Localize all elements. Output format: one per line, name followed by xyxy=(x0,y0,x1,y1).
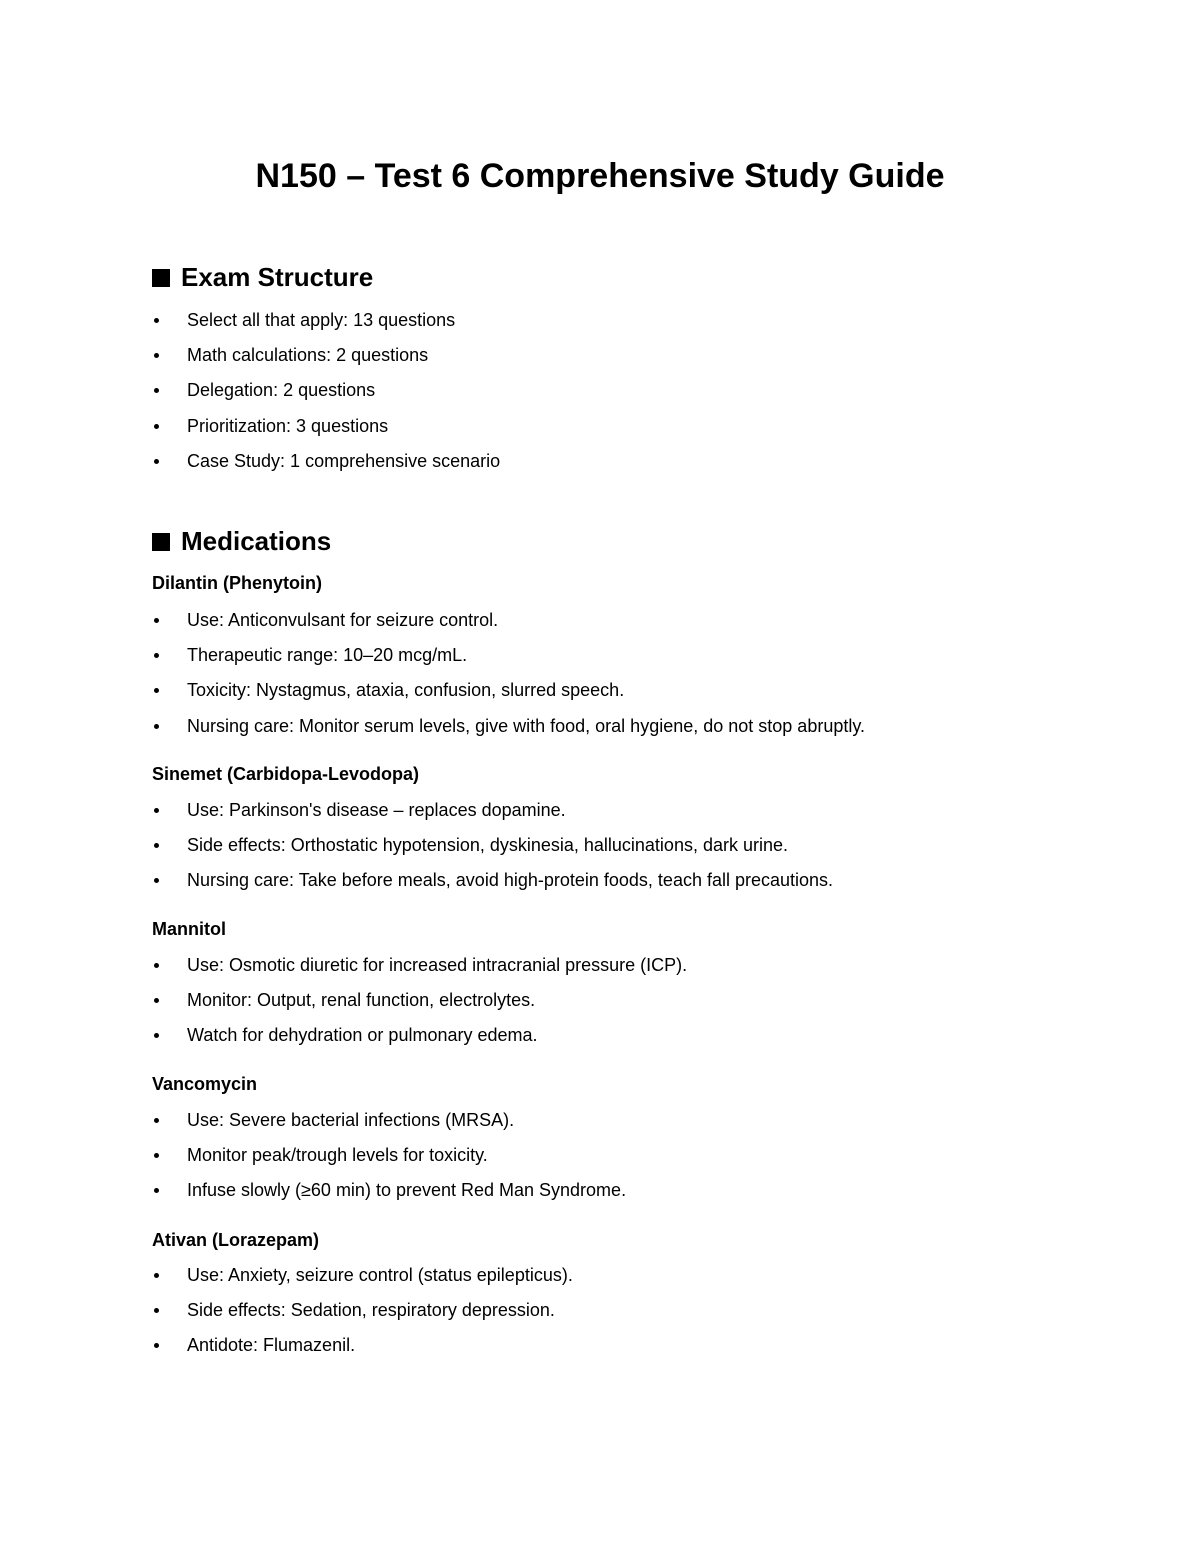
drug-list-sinemet xyxy=(152,798,833,904)
list-item-text: Toxicity: Nystagmus, ataxia, confusion, slurred speech. xyxy=(187,680,625,701)
square-bullet-icon xyxy=(152,269,170,287)
list-item-text: Select all that apply: 13 questions xyxy=(187,310,456,330)
list-item xyxy=(152,414,500,449)
list-item-text: Watch for dehydration or pulmonary edema. xyxy=(187,1025,538,1046)
list-item xyxy=(152,308,500,343)
drug-list-dilantin xyxy=(152,608,865,749)
list-item xyxy=(152,953,687,988)
drug-list-ativan xyxy=(152,1263,573,1369)
list-item-text: Use: Severe bacterial infections (MRSA). xyxy=(187,1110,515,1130)
bullet-icon xyxy=(154,808,159,813)
exam-structure-list xyxy=(152,308,500,484)
list-item-text: Therapeutic range: 10–20 mcg/mL. xyxy=(187,645,468,666)
bullet-icon xyxy=(154,424,159,429)
list-item-text: Infuse slowly (≥60 min) to prevent Red Man Syndrome. xyxy=(187,1180,627,1201)
list-item-text: Antidote: Flumazenil. xyxy=(187,1335,356,1356)
bullet-icon xyxy=(154,1273,159,1278)
list-item xyxy=(152,378,500,413)
drug-list-mannitol xyxy=(152,953,687,1059)
list-item xyxy=(152,1023,687,1058)
list-item xyxy=(152,643,865,678)
drug-name-ativan: Ativan (Lorazepam) xyxy=(152,1230,320,1250)
list-item xyxy=(152,1178,626,1213)
list-item-text: Monitor peak/trough levels for toxicity. xyxy=(187,1145,488,1166)
bullet-icon xyxy=(154,878,159,883)
bullet-icon xyxy=(154,1188,159,1193)
list-item-text: Prioritization: 3 questions xyxy=(187,415,389,436)
bullet-icon xyxy=(154,388,159,393)
list-item-text: Case Study: 1 comprehensive scenario xyxy=(187,450,501,471)
list-item xyxy=(152,1143,626,1178)
bullet-icon xyxy=(154,1033,159,1038)
bullet-icon xyxy=(154,459,159,464)
drug-name-dilantin: Dilantin (Phenytoin) xyxy=(152,573,322,593)
section-heading-exam-structure xyxy=(152,260,373,294)
list-item-text: Use: Osmotic diuretic for increased intracranial pressure (ICP). xyxy=(187,955,688,975)
list-item-text: Side effects: Sedation, respiratory depression. xyxy=(187,1300,555,1321)
drug-name-sinemet: Sinemet (Carbidopa-Levodopa) xyxy=(152,764,420,784)
list-item xyxy=(152,608,865,643)
document-title: N150 – Test 6 Comprehensive Study Guide xyxy=(255,157,945,195)
section-heading-medications xyxy=(152,524,331,558)
bullet-icon xyxy=(154,998,159,1003)
list-item xyxy=(152,343,500,378)
bullet-icon xyxy=(154,1118,159,1123)
list-item-text: Use: Parkinson's disease – replaces dopamine. xyxy=(187,800,566,820)
list-item xyxy=(152,1298,573,1333)
bullet-icon xyxy=(154,1308,159,1313)
list-item xyxy=(152,798,833,833)
drug-name-mannitol: Mannitol xyxy=(152,919,226,939)
bullet-icon xyxy=(154,843,159,848)
section-heading-label: Exam Structure xyxy=(181,262,374,292)
bullet-icon xyxy=(154,1153,159,1158)
bullet-icon xyxy=(154,618,159,623)
list-item xyxy=(152,988,687,1023)
bullet-icon xyxy=(154,724,159,729)
list-item xyxy=(152,1263,573,1298)
list-item-text: Nursing care: Take before meals, avoid high-protein foods, teach fall precautions. xyxy=(187,870,834,891)
list-item xyxy=(152,833,833,868)
list-item xyxy=(152,1333,573,1368)
bullet-icon xyxy=(154,963,159,968)
drug-list-vancomycin xyxy=(152,1108,626,1214)
section-heading-label: Medications xyxy=(181,526,332,556)
list-item xyxy=(152,449,500,484)
square-bullet-icon xyxy=(152,533,170,551)
list-item xyxy=(152,714,865,749)
bullet-icon xyxy=(154,688,159,693)
list-item-text: Math calculations: 2 questions xyxy=(187,345,429,366)
list-item-text: Delegation: 2 questions xyxy=(187,380,376,401)
list-item-text: Use: Anticonvulsant for seizure control. xyxy=(187,610,499,630)
list-item-text: Use: Anxiety, seizure control (status epilepticus). xyxy=(187,1265,573,1285)
list-item-text: Side effects: Orthostatic hypotension, dyskinesia, hallucinations, dark urine. xyxy=(187,835,788,856)
list-item-text: Monitor: Output, renal function, electrolytes. xyxy=(187,990,536,1011)
list-item xyxy=(152,868,833,903)
bullet-icon xyxy=(154,353,159,358)
list-item xyxy=(152,678,865,713)
list-item-text: Nursing care: Monitor serum levels, give with food, oral hygiene, do not stop abruptly. xyxy=(187,715,866,736)
drug-name-vancomycin: Vancomycin xyxy=(152,1074,258,1094)
bullet-icon xyxy=(154,653,159,658)
bullet-icon xyxy=(154,318,159,323)
bullet-icon xyxy=(154,1343,159,1348)
list-item xyxy=(152,1108,626,1143)
